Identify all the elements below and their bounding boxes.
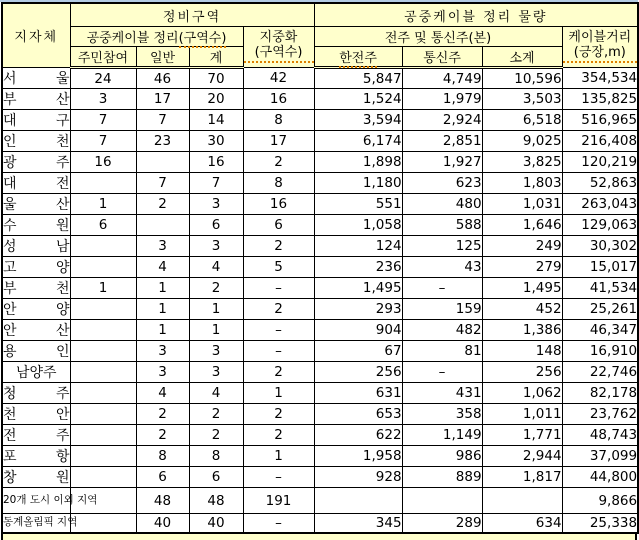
table-row xyxy=(2,341,638,362)
cell-resident-participation: 1 xyxy=(70,278,136,299)
cell-total: 2 xyxy=(189,278,243,299)
table-row xyxy=(2,467,638,488)
col-header-resident-participation: 주민참여 xyxy=(70,47,136,68)
cell-general: 3 xyxy=(136,362,189,383)
cell-total: 8 xyxy=(189,446,243,467)
cell-total: 70 xyxy=(189,68,243,89)
cell-resident-participation xyxy=(70,341,136,362)
cell-cable-distance: 25,261 xyxy=(562,299,638,320)
cell-kepco-pole: 67 xyxy=(314,341,402,362)
cell-general: 3 xyxy=(136,341,189,362)
cell-cable-distance: 120,219 xyxy=(562,152,638,173)
table-body xyxy=(2,68,638,534)
cell-cable-distance: 9,866 xyxy=(562,488,638,514)
cell-resident-participation xyxy=(70,383,136,404)
cell-general: 1 xyxy=(136,278,189,299)
table-row xyxy=(2,173,638,194)
cell-total: 3 xyxy=(189,236,243,257)
cell-total: 2 xyxy=(189,425,243,446)
col-header-region: 지자체 xyxy=(2,3,70,68)
cell-telecom-pole: 986 xyxy=(402,446,482,467)
col-header-subtotal: 소계 xyxy=(482,47,562,68)
cell-general: 46 xyxy=(136,68,189,89)
table-row xyxy=(2,320,638,341)
cell-subtotal: 1,803 xyxy=(482,173,562,194)
cell-cable-distance: 216,408 xyxy=(562,131,638,152)
cell-total: 16 xyxy=(189,152,243,173)
region-name: 광 주 xyxy=(2,152,70,173)
region-name: 포 항 xyxy=(2,446,70,467)
cell-subtotal: 3,503 xyxy=(482,89,562,110)
cell-undergrounding: 2 xyxy=(243,404,314,425)
cell-telecom-pole: 159 xyxy=(402,299,482,320)
cell-kepco-pole: 631 xyxy=(314,383,402,404)
region-name: 동계올림픽 지역 xyxy=(2,514,70,534)
cell-telecom-pole: 81 xyxy=(402,341,482,362)
cell-resident-participation: 24 xyxy=(70,68,136,89)
table-row xyxy=(2,404,638,425)
cell-kepco-pole: 1,898 xyxy=(314,152,402,173)
cell-subtotal: 452 xyxy=(482,299,562,320)
cell-resident-participation: 1 xyxy=(70,194,136,215)
cell-cable-distance: 46,347 xyxy=(562,320,638,341)
cell-kepco-pole: 1,524 xyxy=(314,89,402,110)
cell-undergrounding: 42 xyxy=(243,68,314,89)
cell-subtotal: 2,944 xyxy=(482,446,562,467)
cell-telecom-pole: 480 xyxy=(402,194,482,215)
cell-subtotal: 1,011 xyxy=(482,404,562,425)
cell-resident-participation: 7 xyxy=(70,110,136,131)
table-row xyxy=(2,68,638,89)
cell-kepco-pole: 5,847 xyxy=(314,68,402,89)
cell-cable-distance: 25,338 xyxy=(562,514,638,534)
region-name: 성 남 xyxy=(2,236,70,257)
cell-total: 4 xyxy=(189,257,243,278)
region-name: 인 천 xyxy=(2,131,70,152)
table-row xyxy=(2,89,638,110)
cell-telecom-pole: 2,851 xyxy=(402,131,482,152)
cell-undergrounding: – xyxy=(243,320,314,341)
cell-total: 6 xyxy=(189,467,243,488)
cell-cable-distance: 516,965 xyxy=(562,110,638,131)
cell-general: 8 xyxy=(136,446,189,467)
cell-general: 2 xyxy=(136,425,189,446)
cell-general: 17 xyxy=(136,89,189,110)
cell-undergrounding: 8 xyxy=(243,110,314,131)
col-header-undergrounding xyxy=(243,27,314,68)
cell-kepco-pole: 1,180 xyxy=(314,173,402,194)
cell-general: 4 xyxy=(136,257,189,278)
cell-kepco-pole: 293 xyxy=(314,299,402,320)
header-row-1 xyxy=(2,3,638,27)
cell-kepco-pole: 345 xyxy=(314,514,402,534)
cell-telecom-pole: 889 xyxy=(402,467,482,488)
table-row xyxy=(2,131,638,152)
region-name: 고 양 xyxy=(2,257,70,278)
cell-general: 1 xyxy=(136,320,189,341)
cell-general: 6 xyxy=(136,467,189,488)
cell-subtotal: 1,771 xyxy=(482,425,562,446)
region-name: 부 천 xyxy=(2,278,70,299)
cell-resident-participation xyxy=(70,257,136,278)
cell-telecom-pole: 2,924 xyxy=(402,110,482,131)
cell-subtotal: 1,031 xyxy=(482,194,562,215)
cable-cleanup-table xyxy=(1,2,639,534)
cell-telecom-pole xyxy=(402,488,482,514)
table-header xyxy=(2,3,638,68)
cell-total: 20 xyxy=(189,89,243,110)
cell-subtotal: 634 xyxy=(482,514,562,534)
cell-kepco-pole: 551 xyxy=(314,194,402,215)
col-header-poles-group: 전주 및 통신주(본) xyxy=(314,27,562,47)
cell-subtotal: 3,825 xyxy=(482,152,562,173)
cell-kepco-pole: 653 xyxy=(314,404,402,425)
header-row-3 xyxy=(2,47,638,68)
table-row xyxy=(2,194,638,215)
cell-cable-distance: 16,910 xyxy=(562,341,638,362)
cell-subtotal: 1,386 xyxy=(482,320,562,341)
cell-telecom-pole: 1,149 xyxy=(402,425,482,446)
col-header-aerial-cleanup xyxy=(70,27,243,47)
table-row xyxy=(2,257,638,278)
cell-general: 40 xyxy=(136,514,189,534)
cell-telecom-pole: 482 xyxy=(402,320,482,341)
cell-total: 6 xyxy=(189,215,243,236)
cell-kepco-pole: 3,594 xyxy=(314,110,402,131)
cell-telecom-pole: 125 xyxy=(402,236,482,257)
cell-subtotal: 256 xyxy=(482,362,562,383)
cell-resident-participation: 7 xyxy=(70,131,136,152)
cell-resident-participation: 6 xyxy=(70,215,136,236)
cell-undergrounding: 8 xyxy=(243,173,314,194)
cell-cable-distance: 354,534 xyxy=(562,68,638,89)
cell-total: 30 xyxy=(189,131,243,152)
cell-undergrounding: 2 xyxy=(243,362,314,383)
cell-kepco-pole: 1,495 xyxy=(314,278,402,299)
undergrounding-line1: 지중화 xyxy=(259,30,298,46)
col-header-telecom-pole: 통신주 xyxy=(402,47,482,68)
cell-general: 48 xyxy=(136,488,189,514)
region-name: 청 주 xyxy=(2,383,70,404)
cell-undergrounding: 2 xyxy=(243,425,314,446)
cell-telecom-pole: 43 xyxy=(402,257,482,278)
cell-telecom-pole: 1,927 xyxy=(402,152,482,173)
cell-subtotal: 249 xyxy=(482,236,562,257)
cell-cable-distance: 52,863 xyxy=(562,173,638,194)
region-name: 부 산 xyxy=(2,89,70,110)
aerial-cleanup-suffix: (구역수) xyxy=(178,31,227,46)
cell-undergrounding: 17 xyxy=(243,131,314,152)
cell-cable-distance: 41,534 xyxy=(562,278,638,299)
cell-general: 2 xyxy=(136,404,189,425)
cell-kepco-pole: 928 xyxy=(314,467,402,488)
region-name: 서 울 xyxy=(2,68,70,89)
table-row xyxy=(2,236,638,257)
cell-undergrounding: 2 xyxy=(243,152,314,173)
col-header-cable-distance xyxy=(562,27,638,68)
cell-cable-distance: 48,743 xyxy=(562,425,638,446)
region-name: 창 원 xyxy=(2,467,70,488)
cell-kepco-pole: 622 xyxy=(314,425,402,446)
cell-general: 2 xyxy=(136,194,189,215)
table-row xyxy=(2,299,638,320)
cell-kepco-pole: 6,174 xyxy=(314,131,402,152)
region-name: 남양주 xyxy=(2,362,70,383)
cell-resident-participation xyxy=(70,173,136,194)
cell-telecom-pole: 4,749 xyxy=(402,68,482,89)
cell-total: 3 xyxy=(189,194,243,215)
cell-cable-distance: 129,063 xyxy=(562,215,638,236)
cell-undergrounding: – xyxy=(243,514,314,534)
cell-undergrounding: 191 xyxy=(243,488,314,514)
next-row-cutoff-strip xyxy=(1,534,637,540)
region-name: 울 산 xyxy=(2,194,70,215)
region-name: 20개 도시 이외 지역 xyxy=(2,488,70,514)
undergrounding-line2: (구역수) xyxy=(244,46,314,63)
region-name: 천 안 xyxy=(2,404,70,425)
cell-kepco-pole xyxy=(314,488,402,514)
cell-total: 4 xyxy=(189,383,243,404)
cell-resident-participation xyxy=(70,446,136,467)
cell-total: 3 xyxy=(189,341,243,362)
cell-cable-distance: 135,825 xyxy=(562,89,638,110)
cell-telecom-pole: 289 xyxy=(402,514,482,534)
cell-undergrounding: 2 xyxy=(243,236,314,257)
cell-general: 23 xyxy=(136,131,189,152)
cell-resident-participation xyxy=(70,467,136,488)
cell-kepco-pole: 256 xyxy=(314,362,402,383)
cell-general xyxy=(136,152,189,173)
cell-cable-distance: 44,800 xyxy=(562,467,638,488)
cell-total: 7 xyxy=(189,173,243,194)
region-name: 전 주 xyxy=(2,425,70,446)
cell-general: 7 xyxy=(136,110,189,131)
cell-telecom-pole: 588 xyxy=(402,215,482,236)
cell-kepco-pole: 1,958 xyxy=(314,446,402,467)
cell-undergrounding: 1 xyxy=(243,446,314,467)
cell-total: 2 xyxy=(189,404,243,425)
table-row xyxy=(2,278,638,299)
region-name: 수 원 xyxy=(2,215,70,236)
cell-kepco-pole: 1,058 xyxy=(314,215,402,236)
cell-cable-distance: 15,017 xyxy=(562,257,638,278)
cell-total: 1 xyxy=(189,320,243,341)
header-row-2 xyxy=(2,27,638,47)
cell-undergrounding: 5 xyxy=(243,257,314,278)
cell-subtotal: 1,646 xyxy=(482,215,562,236)
table-row xyxy=(2,488,638,514)
region-name: 대 구 xyxy=(2,110,70,131)
cell-subtotal: 9,025 xyxy=(482,131,562,152)
cell-total: 48 xyxy=(189,488,243,514)
cell-subtotal: 279 xyxy=(482,257,562,278)
cell-general: 1 xyxy=(136,299,189,320)
table-row xyxy=(2,383,638,404)
cell-kepco-pole: 124 xyxy=(314,236,402,257)
cell-undergrounding: 16 xyxy=(243,194,314,215)
table-row xyxy=(2,362,638,383)
col-header-general: 일반 xyxy=(136,47,189,68)
table-row xyxy=(2,514,638,534)
cell-kepco-pole: 904 xyxy=(314,320,402,341)
cell-subtotal: 10,596 xyxy=(482,68,562,89)
region-name: 안 양 xyxy=(2,299,70,320)
cell-general: 4 xyxy=(136,383,189,404)
region-name: 대 전 xyxy=(2,173,70,194)
cell-resident-participation: 3 xyxy=(70,89,136,110)
cell-resident-participation: 16 xyxy=(70,152,136,173)
cell-resident-participation xyxy=(70,362,136,383)
cell-undergrounding: – xyxy=(243,278,314,299)
cell-cable-distance: 23,762 xyxy=(562,404,638,425)
table-row xyxy=(2,110,638,131)
kepco-pole-label: 한전주 xyxy=(339,51,377,66)
aerial-cleanup-label: 공중케이블 정리 xyxy=(86,31,179,46)
cell-cable-distance: 30,302 xyxy=(562,236,638,257)
cell-resident-participation xyxy=(70,236,136,257)
cell-subtotal: 148 xyxy=(482,341,562,362)
cell-subtotal: 6,518 xyxy=(482,110,562,131)
cell-subtotal: 1,817 xyxy=(482,467,562,488)
region-name: 안 산 xyxy=(2,320,70,341)
col-header-cleanup-volume: 공중케이블 정리 물량 xyxy=(314,3,638,27)
cell-telecom-pole: – xyxy=(402,362,482,383)
cell-subtotal: 1,495 xyxy=(482,278,562,299)
cell-total: 3 xyxy=(189,362,243,383)
cell-general: 3 xyxy=(136,236,189,257)
cell-general: 7 xyxy=(136,173,189,194)
cell-undergrounding: 16 xyxy=(243,89,314,110)
cell-telecom-pole: 1,979 xyxy=(402,89,482,110)
cell-cable-distance: 22,746 xyxy=(562,362,638,383)
table-row xyxy=(2,446,638,467)
cell-resident-participation xyxy=(70,299,136,320)
cell-telecom-pole: 358 xyxy=(402,404,482,425)
cell-subtotal: 1,062 xyxy=(482,383,562,404)
cell-resident-participation xyxy=(70,425,136,446)
cell-undergrounding: – xyxy=(243,341,314,362)
cell-undergrounding: 6 xyxy=(243,215,314,236)
cell-cable-distance: 82,178 xyxy=(562,383,638,404)
cell-undergrounding: 2 xyxy=(243,299,314,320)
cell-telecom-pole: – xyxy=(402,278,482,299)
cell-telecom-pole: 623 xyxy=(402,173,482,194)
cell-general xyxy=(136,215,189,236)
cell-resident-participation xyxy=(70,320,136,341)
cell-subtotal xyxy=(482,488,562,514)
region-name: 용 인 xyxy=(2,341,70,362)
col-header-kepco-pole xyxy=(314,47,402,68)
table-row xyxy=(2,152,638,173)
cell-total: 40 xyxy=(189,514,243,534)
cell-telecom-pole: 431 xyxy=(402,383,482,404)
cell-total: 14 xyxy=(189,110,243,131)
cable-distance-line1: 케이블거리 xyxy=(568,30,632,46)
table-row xyxy=(2,425,638,446)
cell-undergrounding: 1 xyxy=(243,383,314,404)
cell-cable-distance: 263,043 xyxy=(562,194,638,215)
cell-resident-participation xyxy=(70,404,136,425)
cell-kepco-pole: 236 xyxy=(314,257,402,278)
cell-cable-distance: 37,099 xyxy=(562,446,638,467)
cell-resident-participation xyxy=(70,514,136,534)
cell-total: 1 xyxy=(189,299,243,320)
table-row xyxy=(2,215,638,236)
col-header-maintenance-zone: 정비구역 xyxy=(70,3,314,27)
cable-distance-line2: (긍장,m) xyxy=(563,46,638,63)
cell-undergrounding: – xyxy=(243,467,314,488)
col-header-total: 계 xyxy=(189,47,243,68)
